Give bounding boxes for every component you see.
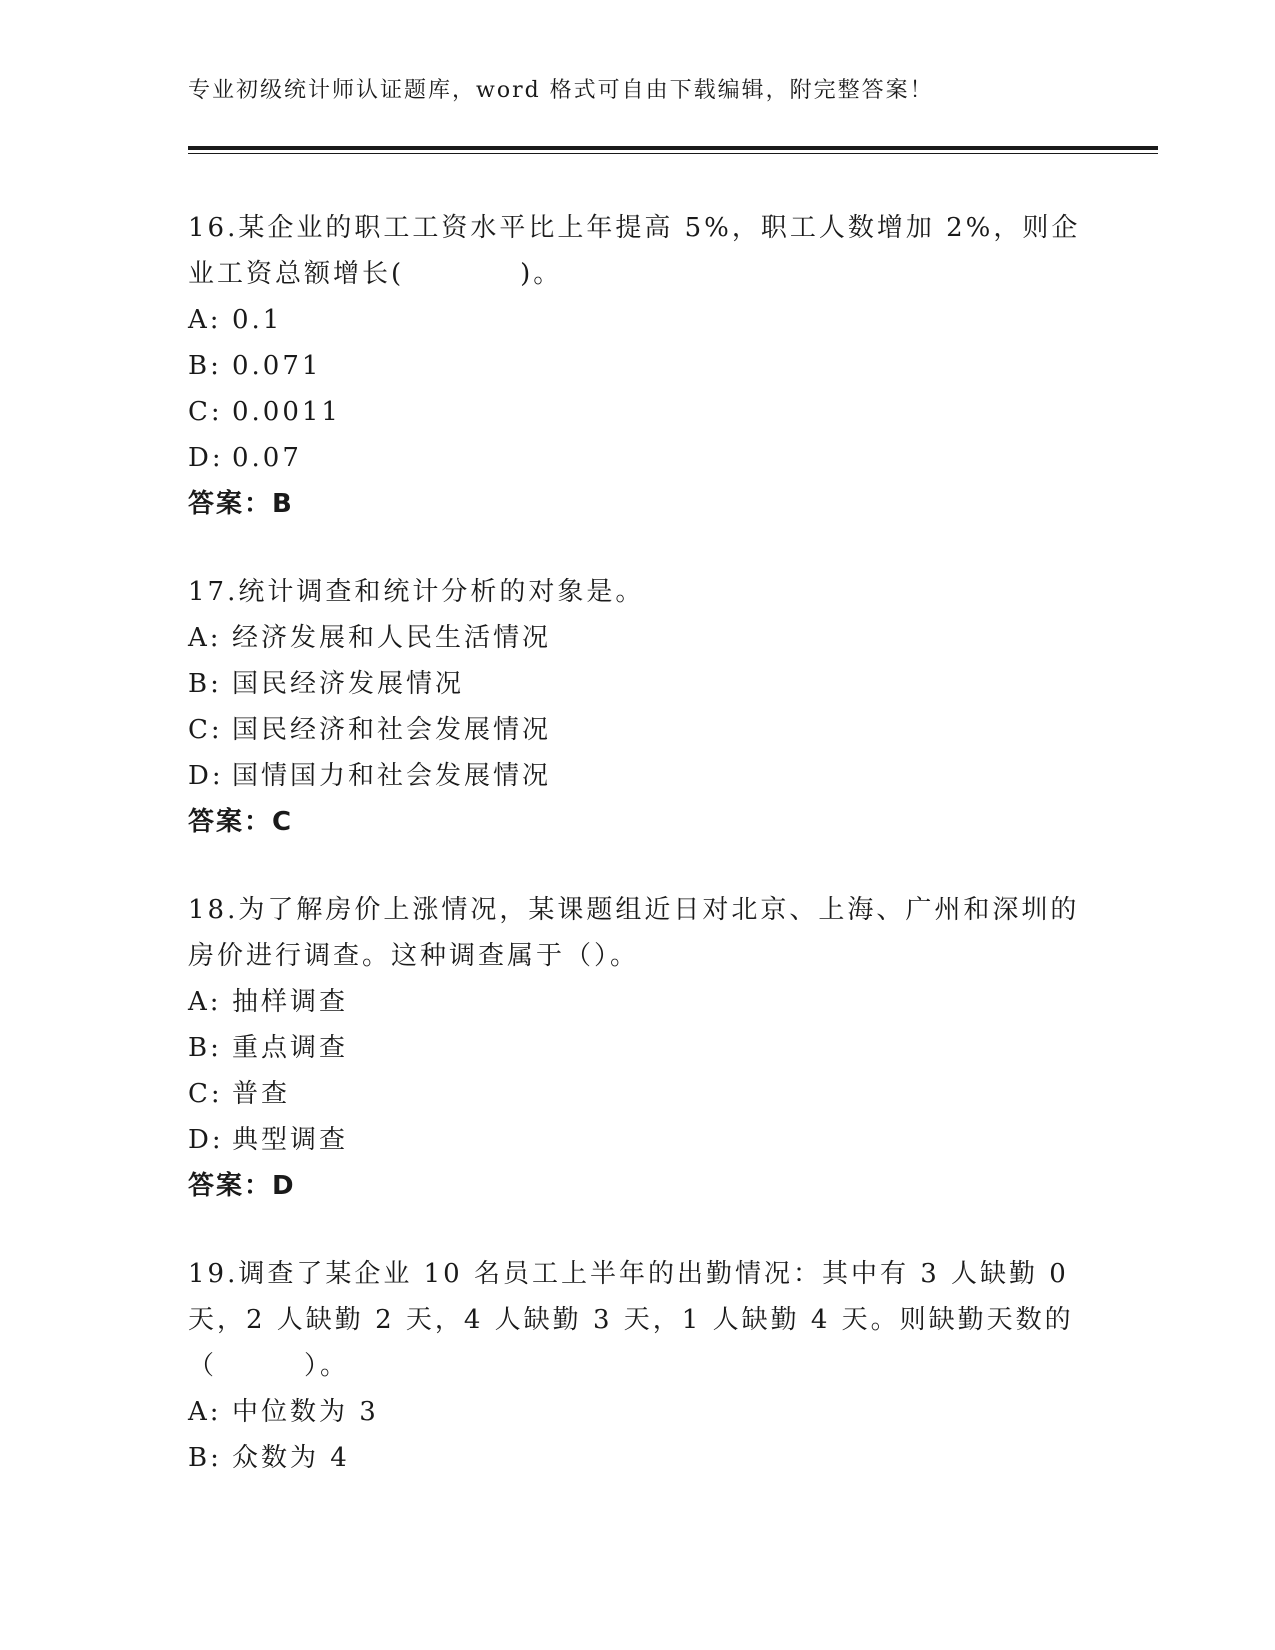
option-label: C: — [188, 1079, 223, 1109]
header-rule-thin — [188, 153, 1158, 154]
question-18 — [188, 887, 1088, 1209]
option-label: A: — [188, 305, 222, 335]
option-label: A: — [188, 987, 222, 1017]
option-text: 典型调查 — [232, 1125, 349, 1155]
option-label: A: — [188, 623, 222, 653]
question-19 — [188, 1251, 1088, 1481]
answer: 答案：D — [188, 1171, 296, 1201]
option-a — [188, 979, 1088, 1025]
option-a — [188, 615, 1088, 661]
answer: 答案：B — [188, 489, 294, 519]
option-label: D: — [188, 1125, 224, 1155]
header-rule-thick — [188, 146, 1158, 150]
option-c — [188, 389, 1088, 435]
option-label: B: — [188, 1033, 222, 1063]
option-label: C: — [188, 715, 223, 745]
option-b — [188, 1025, 1088, 1071]
option-label: A: — [188, 1397, 222, 1427]
question-stem: 16.某企业的职工工资水平比上年提高 5%，职工人数增加 2%，则企业工资总额增长( )。 — [188, 213, 1081, 289]
question-17 — [188, 569, 1088, 845]
option-text: 0.07 — [232, 443, 302, 473]
page-header: 专业初级统计师认证题库，word 格式可自由下载编辑，附完整答案！ — [188, 78, 934, 103]
option-text: 0.0011 — [232, 397, 341, 427]
option-b — [188, 1435, 1088, 1481]
option-text: 中位数为 3 — [232, 1397, 379, 1427]
option-c — [188, 1071, 1088, 1117]
question-stem: 19.调查了某企业 10 名员工上半年的出勤情况：其中有 3 人缺勤 0 天，2 人缺勤 2 天，4 人缺勤 3 天，1 人缺勤 4 天。则缺勤天数的（ ）。 — [188, 1259, 1074, 1381]
answer: 答案：C — [188, 807, 294, 837]
option-label: C: — [188, 397, 223, 427]
option-text: 抽样调查 — [232, 987, 349, 1017]
option-b — [188, 343, 1088, 389]
option-text: 经济发展和人民生活情况 — [232, 623, 552, 653]
option-text: 国情国力和社会发展情况 — [232, 761, 552, 791]
option-text: 0.071 — [232, 351, 322, 381]
option-d — [188, 753, 1088, 799]
option-text: 0.1 — [232, 305, 283, 335]
question-stem: 17.统计调查和统计分析的对象是。 — [188, 577, 645, 607]
option-text: 国民经济发展情况 — [232, 669, 465, 699]
option-c — [188, 707, 1088, 753]
option-text: 重点调查 — [232, 1033, 349, 1063]
option-label: B: — [188, 1443, 222, 1473]
option-label: D: — [188, 443, 224, 473]
question-16 — [188, 205, 1088, 527]
option-a — [188, 297, 1088, 343]
option-label: D: — [188, 761, 224, 791]
option-a — [188, 1389, 1088, 1435]
option-text: 普查 — [232, 1079, 291, 1109]
question-stem: 18.为了解房价上涨情况，某课题组近日对北京、上海、广州和深圳的房价进行调查。这种调查属于（）。 — [188, 895, 1080, 971]
option-text: 国民经济和社会发展情况 — [232, 715, 552, 745]
option-text: 众数为 4 — [232, 1443, 350, 1473]
option-d — [188, 1117, 1088, 1163]
option-d — [188, 435, 1088, 481]
option-label: B: — [188, 669, 222, 699]
question-list — [188, 205, 1088, 1523]
option-b — [188, 661, 1088, 707]
option-label: B: — [188, 351, 222, 381]
